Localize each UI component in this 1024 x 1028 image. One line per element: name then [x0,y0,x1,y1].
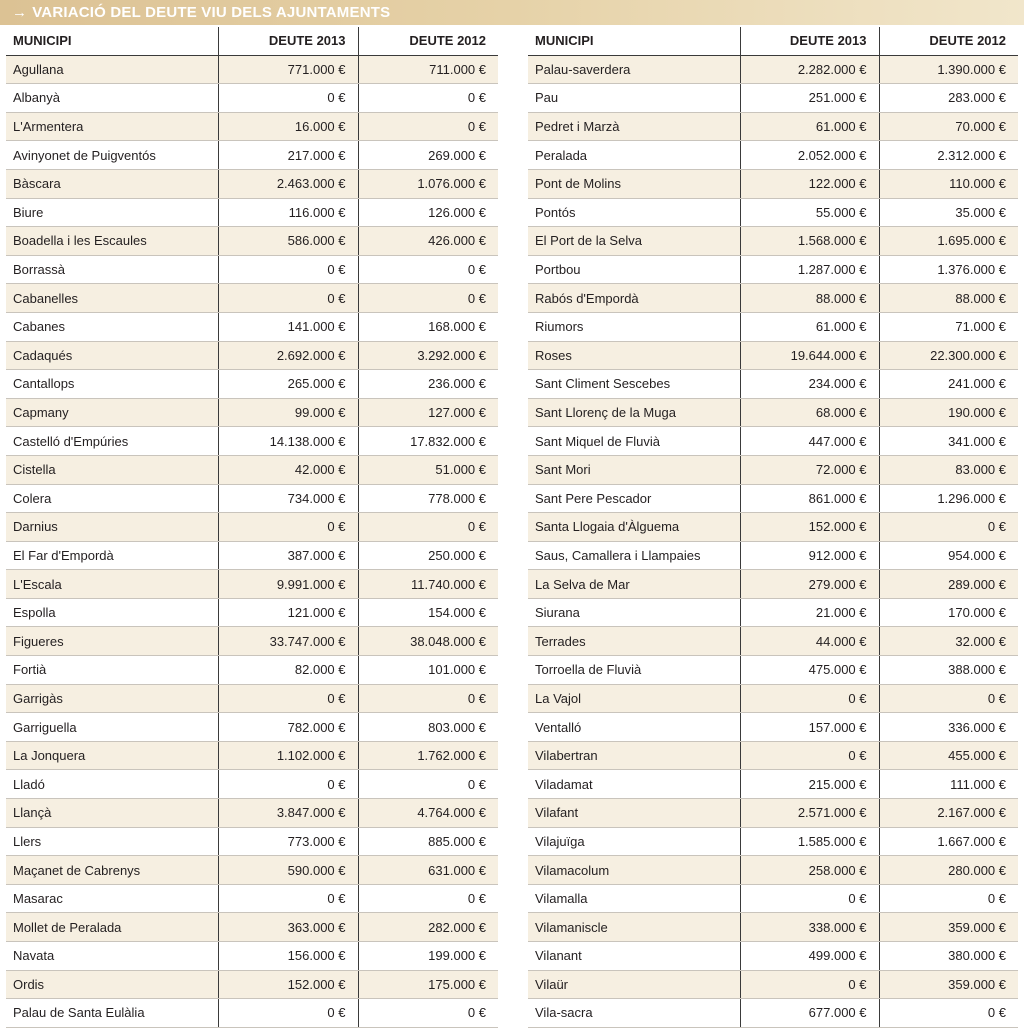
table-row [6,741,498,770]
debt-2012-cell: 631.000 € [358,856,498,885]
municipality-cell: Roses [528,341,740,370]
debt-2013-cell: 55.000 € [740,198,879,227]
municipality-cell: Pont de Molins [528,169,740,198]
debt-2013-cell: 33.747.000 € [218,627,358,656]
debt-2013-cell: 61.000 € [740,312,879,341]
table-row [528,169,1018,198]
debt-2013-cell: 265.000 € [218,370,358,399]
table-row [528,856,1018,885]
table-row [528,713,1018,742]
municipality-cell: Castelló d'Empúries [6,427,218,456]
table-row [6,341,498,370]
debt-2012-cell: 1.667.000 € [879,827,1018,856]
table-header-row [6,27,498,55]
municipality-cell: La Jonquera [6,741,218,770]
debt-2013-cell: 99.000 € [218,398,358,427]
municipality-cell: Masarac [6,884,218,913]
debt-table-left [6,27,498,1028]
debt-2013-cell: 0 € [218,255,358,284]
debt-2013-cell: 16.000 € [218,112,358,141]
table-row [528,513,1018,542]
debt-2013-cell: 2.282.000 € [740,55,879,84]
table-row [528,970,1018,999]
table-row [528,627,1018,656]
debt-2012-cell: 4.764.000 € [358,799,498,828]
debt-2013-cell: 912.000 € [740,541,879,570]
debt-2013-cell: 82.000 € [218,656,358,685]
municipality-cell: Vilafant [528,799,740,828]
municipality-cell: Lladó [6,770,218,799]
debt-2013-cell: 258.000 € [740,856,879,885]
table-row [528,284,1018,313]
debt-2012-cell: 359.000 € [879,913,1018,942]
column-header-municipi: MUNICIPI [6,27,218,55]
municipality-cell: Borrassà [6,255,218,284]
debt-2013-cell: 734.000 € [218,484,358,513]
debt-2012-cell: 17.832.000 € [358,427,498,456]
debt-2013-cell: 2.052.000 € [740,141,879,170]
table-row [6,799,498,828]
debt-2013-cell: 2.463.000 € [218,169,358,198]
table-row [6,427,498,456]
table-row [6,398,498,427]
debt-2012-cell: 126.000 € [358,198,498,227]
debt-2012-cell: 954.000 € [879,541,1018,570]
debt-2013-cell: 44.000 € [740,627,879,656]
debt-2012-cell: 170.000 € [879,598,1018,627]
municipality-cell: El Port de la Selva [528,227,740,256]
debt-2013-cell: 387.000 € [218,541,358,570]
debt-2012-cell: 127.000 € [358,398,498,427]
table-row [6,999,498,1028]
table-row [528,741,1018,770]
debt-2013-cell: 0 € [740,884,879,913]
debt-2013-cell: 88.000 € [740,284,879,313]
page-title [12,4,390,21]
debt-2012-cell: 154.000 € [358,598,498,627]
municipality-cell: L'Armentera [6,112,218,141]
table-row [6,598,498,627]
debt-2013-cell: 0 € [218,999,358,1028]
table-row [528,370,1018,399]
debt-2013-cell: 215.000 € [740,770,879,799]
debt-2013-cell: 116.000 € [218,198,358,227]
debt-2013-cell: 9.991.000 € [218,570,358,599]
debt-2012-cell: 269.000 € [358,141,498,170]
municipality-cell: Boadella i les Escaules [6,227,218,256]
municipality-cell: Maçanet de Cabrenys [6,856,218,885]
table-row [6,227,498,256]
debt-2013-cell: 782.000 € [218,713,358,742]
table-row [528,398,1018,427]
debt-2012-cell: 2.312.000 € [879,141,1018,170]
column-header-municipi: MUNICIPI [528,27,740,55]
municipality-cell: Pau [528,84,740,113]
table-row [6,570,498,599]
table-row [528,913,1018,942]
debt-2012-cell: 341.000 € [879,427,1018,456]
debt-2012-cell: 2.167.000 € [879,799,1018,828]
debt-2013-cell: 499.000 € [740,942,879,971]
debt-2012-cell: 111.000 € [879,770,1018,799]
table-row [6,255,498,284]
municipality-cell: Figueres [6,627,218,656]
table-row [528,227,1018,256]
debt-2013-cell: 42.000 € [218,455,358,484]
debt-2012-cell: 83.000 € [879,455,1018,484]
column-header-deute-2012: DEUTE 2012 [358,27,498,55]
debt-2013-cell: 2.692.000 € [218,341,358,370]
debt-2013-cell: 475.000 € [740,656,879,685]
municipality-cell: Cistella [6,455,218,484]
debt-2012-cell: 778.000 € [358,484,498,513]
municipality-cell: Vilaür [528,970,740,999]
municipality-cell: Palau de Santa Eulàlia [6,999,218,1028]
debt-2013-cell: 0 € [218,770,358,799]
debt-table-right [528,27,1018,1028]
debt-2013-cell: 586.000 € [218,227,358,256]
table-row [6,913,498,942]
banner-title-text: VARIACIÓ DEL DEUTE VIU DELS AJUNTAMENTS [32,4,391,21]
debt-2013-cell: 0 € [740,684,879,713]
table-header-row [528,27,1018,55]
table-row [528,799,1018,828]
municipality-cell: L'Escala [6,570,218,599]
table-row [6,455,498,484]
table-row [528,541,1018,570]
debt-2012-cell: 250.000 € [358,541,498,570]
debt-2012-cell: 0 € [358,513,498,542]
municipality-cell: Sant Llorenç de la Muga [528,398,740,427]
debt-2013-cell: 21.000 € [740,598,879,627]
table-row [6,884,498,913]
debt-2012-cell: 0 € [879,513,1018,542]
debt-2013-cell: 61.000 € [740,112,879,141]
municipality-cell: Torroella de Fluvià [528,656,740,685]
table-row [6,112,498,141]
table-row [528,255,1018,284]
table-row [6,284,498,313]
debt-2012-cell: 0 € [879,684,1018,713]
debt-2012-cell: 359.000 € [879,970,1018,999]
table-row [528,84,1018,113]
debt-2012-cell: 0 € [358,255,498,284]
debt-2012-cell: 101.000 € [358,656,498,685]
municipality-cell: Pontós [528,198,740,227]
municipality-cell: Capmany [6,398,218,427]
debt-2012-cell: 0 € [358,770,498,799]
debt-2012-cell: 289.000 € [879,570,1018,599]
municipality-cell: Siurana [528,598,740,627]
table-row [528,942,1018,971]
municipality-cell: Viladamat [528,770,740,799]
municipality-cell: Sant Mori [528,455,740,484]
table-row [6,656,498,685]
debt-2012-cell: 110.000 € [879,169,1018,198]
table-row [6,541,498,570]
municipality-cell: Cabanes [6,312,218,341]
municipality-cell: Peralada [528,141,740,170]
debt-2013-cell: 0 € [740,970,879,999]
table-row [528,312,1018,341]
debt-2013-cell: 251.000 € [740,84,879,113]
debt-2013-cell: 152.000 € [740,513,879,542]
table-row [528,598,1018,627]
municipality-cell: Biure [6,198,218,227]
debt-2013-cell: 773.000 € [218,827,358,856]
municipality-cell: Vilamalla [528,884,740,913]
debt-2013-cell: 0 € [218,284,358,313]
municipality-cell: Pedret i Marzà [528,112,740,141]
debt-2013-cell: 68.000 € [740,398,879,427]
debt-2012-cell: 0 € [879,999,1018,1028]
debt-2012-cell: 32.000 € [879,627,1018,656]
municipality-cell: Santa Llogaia d'Àlguema [528,513,740,542]
municipality-cell: La Selva de Mar [528,570,740,599]
municipality-cell: Llançà [6,799,218,828]
debt-2013-cell: 279.000 € [740,570,879,599]
table-row [528,570,1018,599]
debt-2013-cell: 19.644.000 € [740,341,879,370]
municipality-cell: Sant Miquel de Fluvià [528,427,740,456]
municipality-cell: Vilanant [528,942,740,971]
debt-2012-cell: 426.000 € [358,227,498,256]
debt-2013-cell: 1.585.000 € [740,827,879,856]
municipality-cell: Palau-saverdera [528,55,740,84]
debt-2012-cell: 175.000 € [358,970,498,999]
table-row [528,341,1018,370]
debt-2012-cell: 455.000 € [879,741,1018,770]
table-row [6,684,498,713]
debt-2012-cell: 283.000 € [879,84,1018,113]
debt-2013-cell: 157.000 € [740,713,879,742]
municipality-cell: Portbou [528,255,740,284]
municipality-cell: Mollet de Peralada [6,913,218,942]
debt-2013-cell: 0 € [218,684,358,713]
debt-2013-cell: 861.000 € [740,484,879,513]
debt-2013-cell: 1.102.000 € [218,741,358,770]
debt-2013-cell: 2.571.000 € [740,799,879,828]
table-row [528,884,1018,913]
debt-2012-cell: 0 € [358,284,498,313]
debt-2013-cell: 771.000 € [218,55,358,84]
municipality-cell: Vilamaniscle [528,913,740,942]
table-row [6,627,498,656]
municipality-cell: Garriguella [6,713,218,742]
table-row [6,827,498,856]
debt-2012-cell: 280.000 € [879,856,1018,885]
municipality-cell: Vilabertran [528,741,740,770]
table-row [528,827,1018,856]
debt-2013-cell: 3.847.000 € [218,799,358,828]
table-row [6,84,498,113]
debt-2013-cell: 121.000 € [218,598,358,627]
debt-2012-cell: 70.000 € [879,112,1018,141]
debt-2012-cell: 0 € [358,999,498,1028]
debt-2012-cell: 282.000 € [358,913,498,942]
municipality-cell: Rabós d'Empordà [528,284,740,313]
table-row [6,55,498,84]
debt-2013-cell: 122.000 € [740,169,879,198]
municipality-cell: Vila-sacra [528,999,740,1028]
debt-2012-cell: 0 € [879,884,1018,913]
municipality-cell: Avinyonet de Puigventós [6,141,218,170]
debt-2013-cell: 156.000 € [218,942,358,971]
debt-2012-cell: 3.292.000 € [358,341,498,370]
debt-2012-cell: 71.000 € [879,312,1018,341]
municipality-cell: Ventalló [528,713,740,742]
municipality-cell: Sant Pere Pescador [528,484,740,513]
debt-2012-cell: 241.000 € [879,370,1018,399]
municipality-cell: Bàscara [6,169,218,198]
municipality-cell: Riumors [528,312,740,341]
debt-2012-cell: 1.376.000 € [879,255,1018,284]
debt-2012-cell: 0 € [358,84,498,113]
table-row [528,112,1018,141]
table-row [6,370,498,399]
table-row [6,513,498,542]
municipality-cell: Terrades [528,627,740,656]
debt-2012-cell: 711.000 € [358,55,498,84]
table-row [6,770,498,799]
debt-2012-cell: 1.296.000 € [879,484,1018,513]
debt-2012-cell: 88.000 € [879,284,1018,313]
table-row [6,942,498,971]
table-row [6,970,498,999]
debt-2012-cell: 1.076.000 € [358,169,498,198]
debt-2012-cell: 35.000 € [879,198,1018,227]
debt-2013-cell: 0 € [218,884,358,913]
debt-2012-cell: 168.000 € [358,312,498,341]
table-row [6,141,498,170]
column-header-deute-2013: DEUTE 2013 [740,27,879,55]
table-row [6,169,498,198]
debt-2013-cell: 677.000 € [740,999,879,1028]
debt-2012-cell: 1.390.000 € [879,55,1018,84]
table-row [528,484,1018,513]
municipality-cell: Saus, Camallera i Llampaies [528,541,740,570]
debt-2013-cell: 0 € [218,84,358,113]
table-row [528,427,1018,456]
municipality-cell: Navata [6,942,218,971]
debt-2013-cell: 0 € [218,513,358,542]
debt-2012-cell: 38.048.000 € [358,627,498,656]
table-row [528,141,1018,170]
debt-2013-cell: 141.000 € [218,312,358,341]
table-row [6,484,498,513]
municipality-cell: Colera [6,484,218,513]
table-row [6,856,498,885]
debt-2013-cell: 234.000 € [740,370,879,399]
municipality-cell: Cadaqués [6,341,218,370]
municipality-cell: Cabanelles [6,284,218,313]
debt-2013-cell: 590.000 € [218,856,358,885]
debt-2013-cell: 14.138.000 € [218,427,358,456]
debt-2012-cell: 885.000 € [358,827,498,856]
municipality-cell: Vilajuïga [528,827,740,856]
debt-2012-cell: 11.740.000 € [358,570,498,599]
debt-2012-cell: 236.000 € [358,370,498,399]
debt-2012-cell: 380.000 € [879,942,1018,971]
debt-2012-cell: 1.762.000 € [358,741,498,770]
debt-2013-cell: 338.000 € [740,913,879,942]
municipality-cell: Espolla [6,598,218,627]
debt-2013-cell: 152.000 € [218,970,358,999]
debt-2013-cell: 72.000 € [740,455,879,484]
municipality-cell: Fortià [6,656,218,685]
table-row [6,198,498,227]
municipality-cell: Sant Climent Sescebes [528,370,740,399]
municipality-cell: Vilamacolum [528,856,740,885]
debt-2012-cell: 22.300.000 € [879,341,1018,370]
debt-2012-cell: 0 € [358,112,498,141]
municipality-cell: Garrigàs [6,684,218,713]
debt-2012-cell: 388.000 € [879,656,1018,685]
municipality-cell: Ordis [6,970,218,999]
debt-2013-cell: 1.568.000 € [740,227,879,256]
municipality-cell: Cantallops [6,370,218,399]
debt-2012-cell: 0 € [358,884,498,913]
debt-2012-cell: 803.000 € [358,713,498,742]
table-row [528,455,1018,484]
debt-2013-cell: 217.000 € [218,141,358,170]
table-row [528,770,1018,799]
debt-2013-cell: 363.000 € [218,913,358,942]
debt-2012-cell: 190.000 € [879,398,1018,427]
municipality-cell: Albanyà [6,84,218,113]
municipality-cell: Agullana [6,55,218,84]
debt-2013-cell: 0 € [740,741,879,770]
debt-2012-cell: 336.000 € [879,713,1018,742]
municipality-cell: El Far d'Empordà [6,541,218,570]
title-banner [0,0,1024,25]
table-row [528,999,1018,1028]
table-row [528,55,1018,84]
table-row [528,656,1018,685]
debt-2012-cell: 51.000 € [358,455,498,484]
table-row [6,312,498,341]
municipality-cell: La Vajol [528,684,740,713]
table-row [6,713,498,742]
debt-2013-cell: 1.287.000 € [740,255,879,284]
municipality-cell: Llers [6,827,218,856]
debt-2012-cell: 1.695.000 € [879,227,1018,256]
column-header-deute-2013: DEUTE 2013 [218,27,358,55]
column-header-deute-2012: DEUTE 2012 [879,27,1018,55]
debt-2013-cell: 447.000 € [740,427,879,456]
debt-2012-cell: 0 € [358,684,498,713]
debt-2012-cell: 199.000 € [358,942,498,971]
arrow-right-icon: → [12,4,28,21]
table-row [528,198,1018,227]
table-row [528,684,1018,713]
municipality-cell: Darnius [6,513,218,542]
